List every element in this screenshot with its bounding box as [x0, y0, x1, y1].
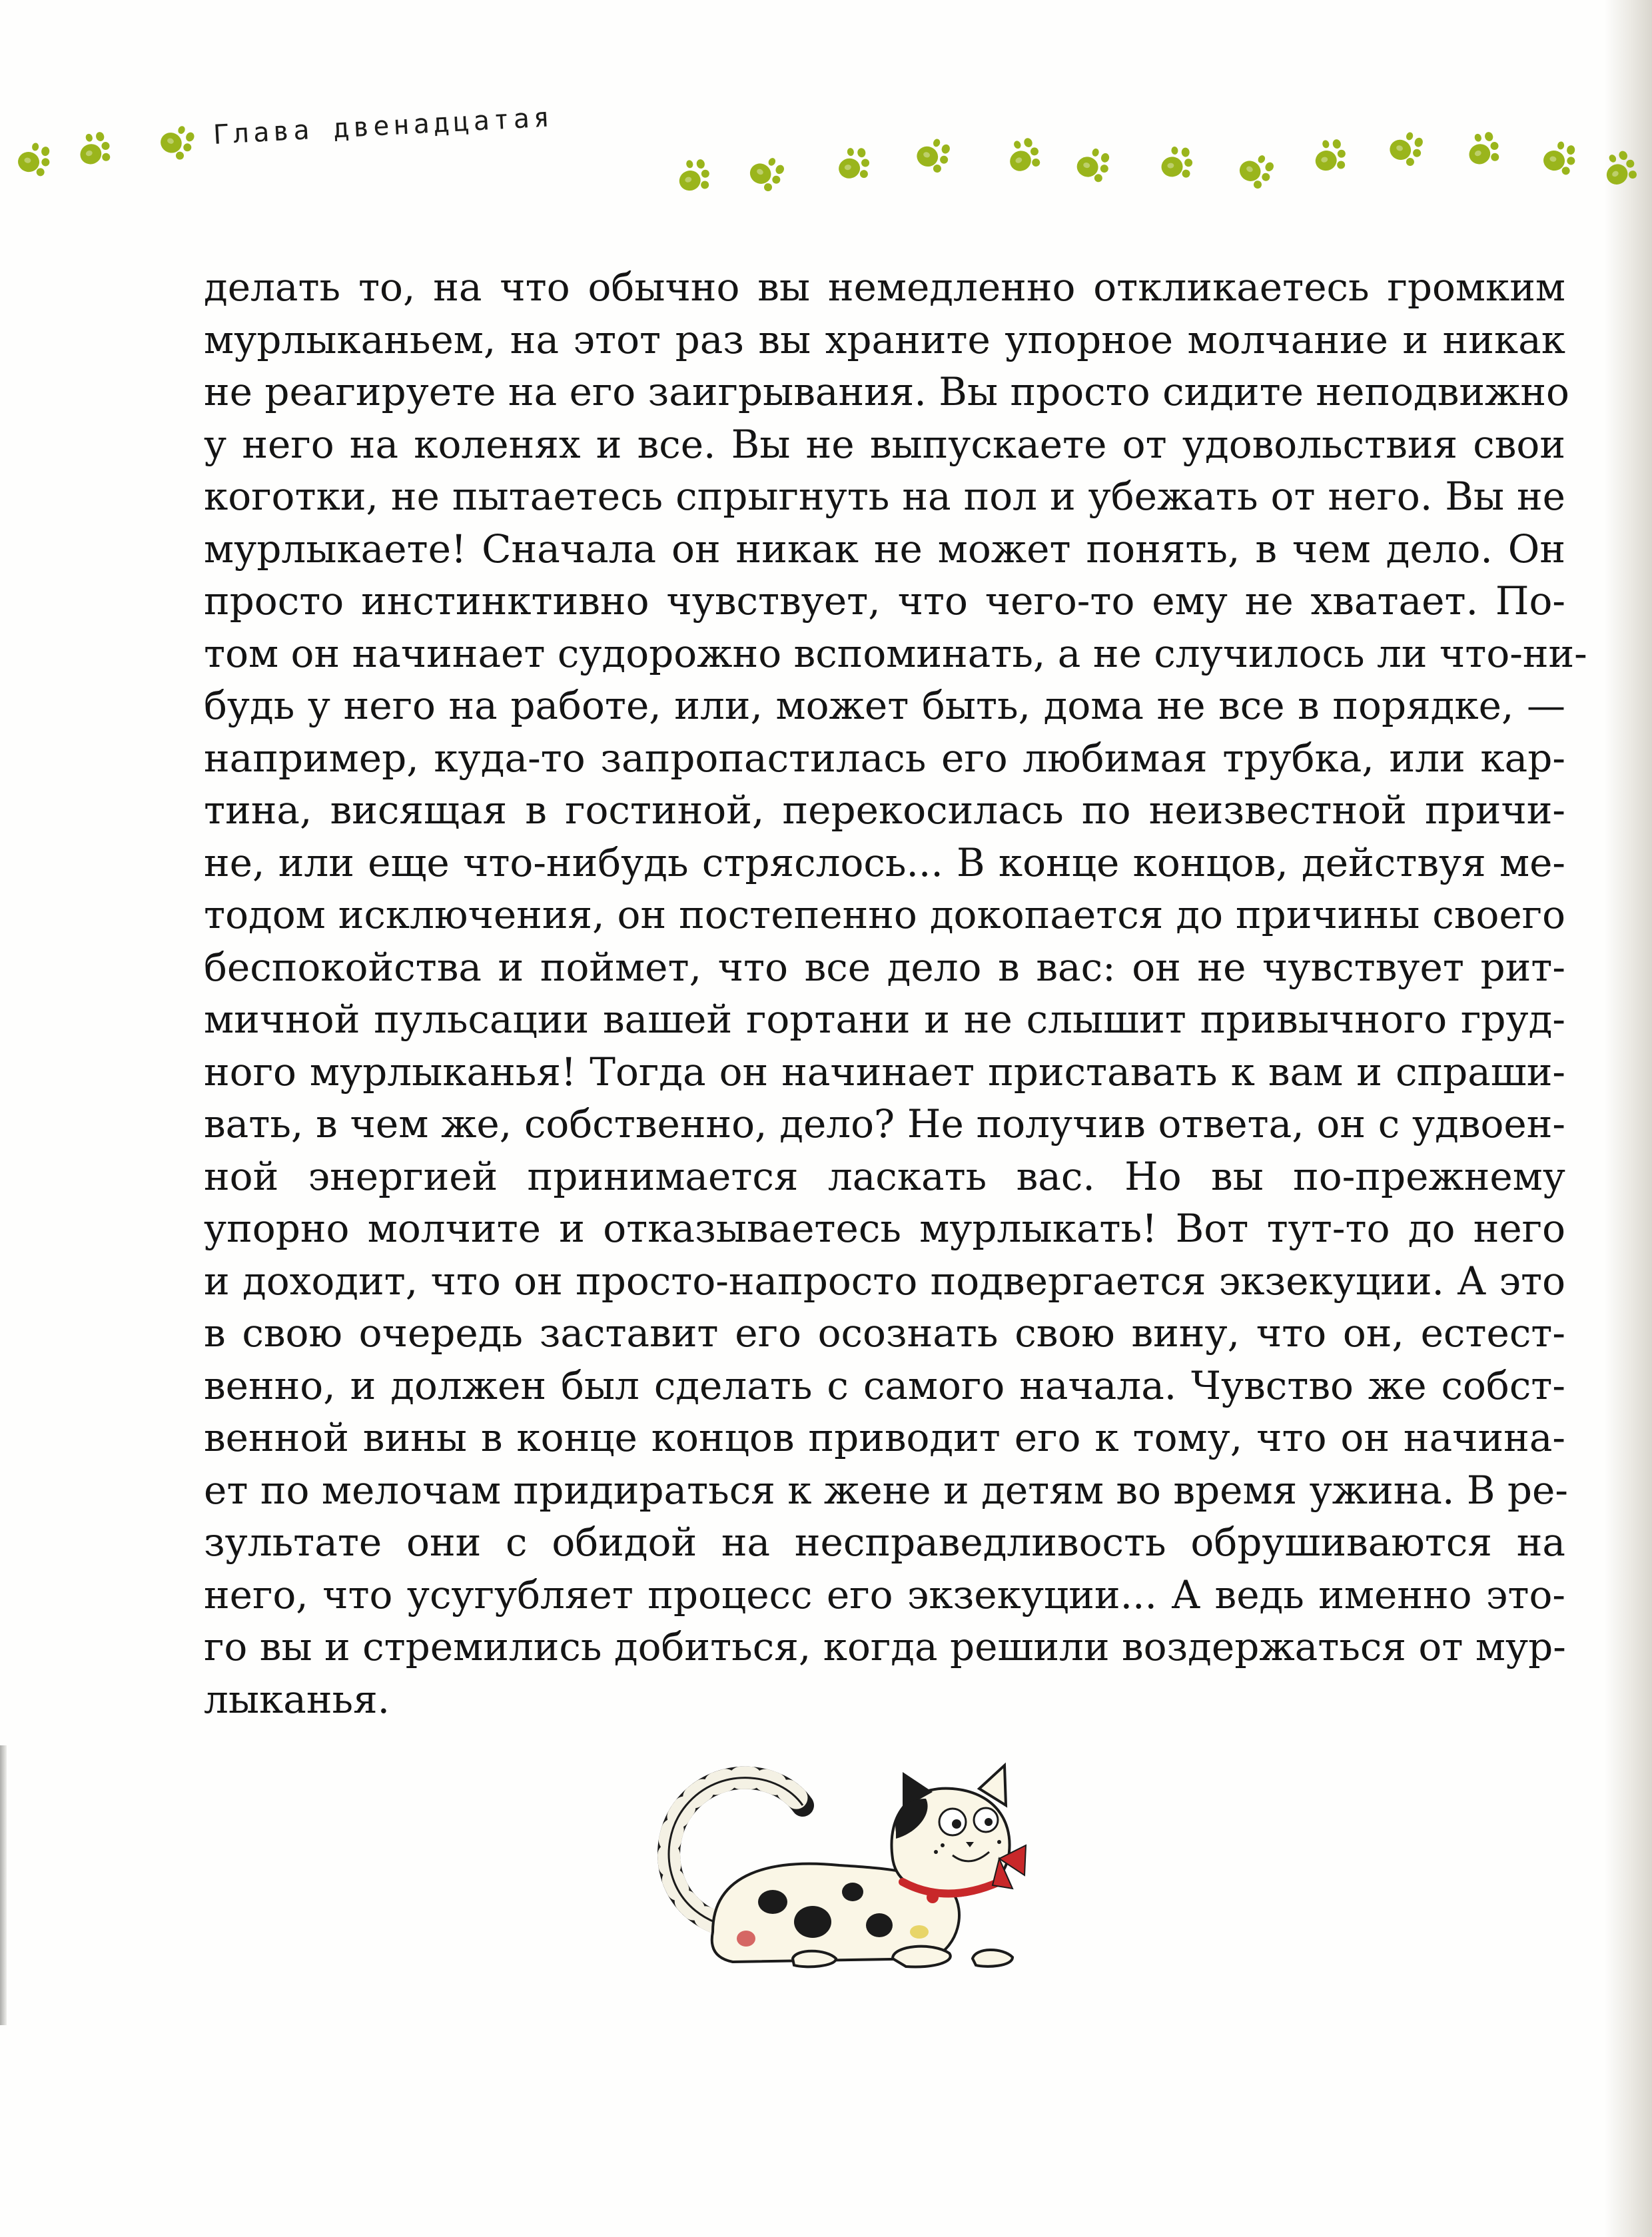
paw-print-icon: [69, 127, 117, 173]
paw-print-icon: [1381, 125, 1429, 171]
paw-print-icon: [669, 154, 715, 197]
paw-print-icon: [830, 143, 874, 184]
paw-print-icon: [908, 131, 956, 177]
cat-illustration-svg: [639, 1759, 1032, 1985]
left-edge-shadow: [0, 1745, 7, 2025]
text-line: ной энергией принимается ласкать вас. Но вы по-прежнему: [204, 1153, 1565, 1199]
text-line: не реагируете на его заигрывания. Вы просто сидите неподвижно: [204, 369, 1569, 414]
text-line: мурлыкаете! Сначала он никак не может понять, в чем дело. Он: [204, 526, 1565, 572]
paw-print-icon: [1457, 127, 1505, 173]
page-edge-shadow: [1605, 0, 1652, 2237]
paw-print-icon: [997, 132, 1047, 180]
text-line: делать то, на что обычно вы немедленно откликаетесь громким: [204, 264, 1565, 310]
text-line: мичной пульсации вашей гортани и не слышит привычного груд-: [204, 997, 1565, 1042]
text-line: будь у него на работе, или, может быть, дома не все в порядке, —: [204, 683, 1565, 728]
text-line: не, или еще что-нибудь стряслось... В конце концов, действуя ме-: [204, 839, 1565, 885]
paw-print-icon: [1593, 145, 1643, 194]
text-line: тодом исключения, он постепенно докопается до причины своего: [204, 892, 1565, 937]
paw-print-icon: [11, 138, 55, 179]
text-line: ного мурлыканья! Тогда он начинает приставать к вам и спраши-: [204, 1049, 1565, 1095]
text-line: тина, висящая в гостиной, перекосилась по неизвестной причи-: [204, 787, 1565, 833]
text-line: ет по мелочам придираться к жене и детям во время ужина. В ре-: [204, 1467, 1568, 1513]
text-line: и доходит, что он просто-напросто подвергается экзекуции. А это: [204, 1258, 1565, 1304]
text-line: венно, и должен был сделать с самого начала. Чувство же собст-: [204, 1362, 1565, 1408]
paw-print-icon: [1068, 142, 1114, 185]
text-line: венной вины в конце концов приводит его к тому, что он начина-: [204, 1415, 1565, 1460]
chapter-title-text: Глава двенадцатая: [212, 102, 554, 151]
text-line: зультате они с обидой на несправедливость обрушиваются на: [204, 1520, 1565, 1565]
paw-print-icon: [740, 147, 791, 197]
text-line: коготки, не пытаетесь спрыгнуть на пол и убежать от него. Вы не: [204, 474, 1565, 519]
text-line: том он начинает судорожно вспоминать, а не случилось ли что-ни-: [204, 630, 1587, 676]
text-line: лыканья.: [204, 1676, 390, 1722]
body-text: [204, 261, 1587, 1725]
text-line: у него на коленях и все. Вы не выпускаете от удовольствия свои: [204, 421, 1565, 467]
text-line: беспокойства и поймет, что все дело в вас: он не чувствует рит-: [204, 944, 1565, 990]
text-line: в свою очередь заставит его осознать свою вину, что он, естест-: [204, 1310, 1565, 1356]
paw-print-icon: [1230, 145, 1280, 194]
paw-print-icon: [1305, 134, 1351, 177]
text-line: го вы и стремились добиться, когда решили воздержаться от мур-: [204, 1624, 1566, 1669]
paw-print-icon: [1536, 137, 1580, 177]
text-line: вать, в чем же, собственно, дело? Не получив ответа, он с удвоен-: [204, 1101, 1565, 1146]
text-line: него, что усугубляет процесс его экзекуции... А ведь именно это-: [204, 1571, 1565, 1617]
chapter-header: [0, 100, 1652, 207]
lying-cat-illustration: [639, 1759, 1032, 1985]
text-line: мурлыканьем, на этот раз вы храните упорное молчание и никак: [204, 316, 1565, 362]
paw-print-icon: [151, 117, 201, 165]
paw-print-icon: [1154, 144, 1196, 182]
text-line: например, куда-то запропастилась его любимая трубка, или кар-: [204, 735, 1565, 781]
text-line: упорно молчите и отказываетесь мурлыкать! Вот тут-то до него: [204, 1206, 1565, 1251]
text-line: просто инстинктивно чувствует, что чего-то ему не хватает. По-: [204, 578, 1565, 624]
